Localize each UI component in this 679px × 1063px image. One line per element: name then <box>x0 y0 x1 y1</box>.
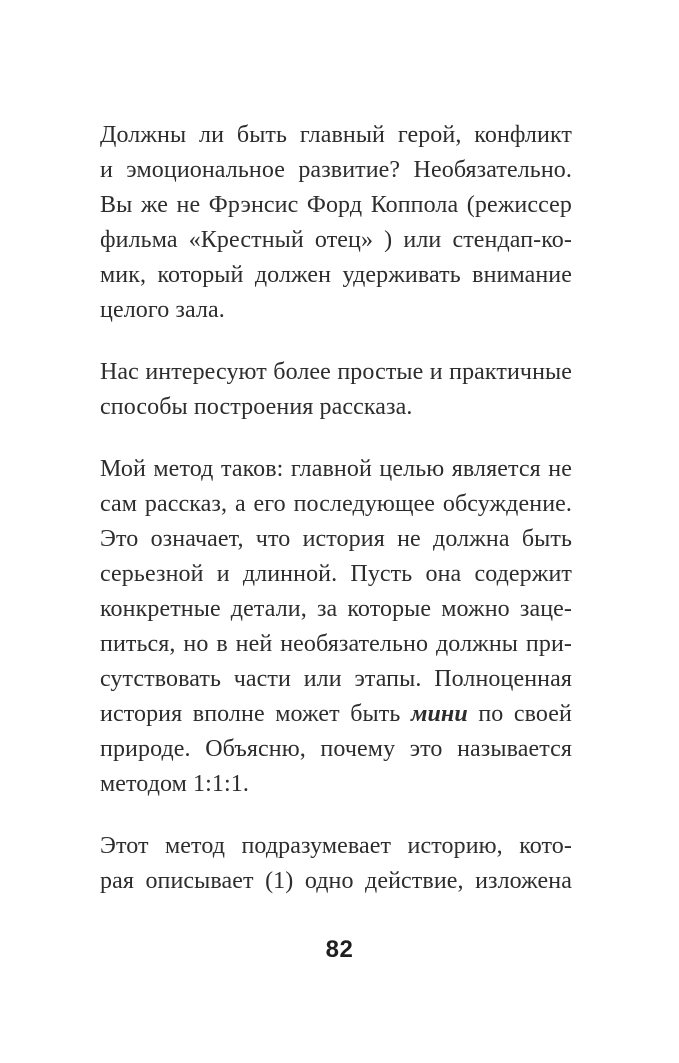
text-line: Мой метод таков: главной целью является не <box>100 456 572 482</box>
text-line <box>100 697 572 732</box>
text-line: Это означает, что история не должна быть <box>100 526 572 552</box>
text-line: фильма «Крестный отец» ) или стендап-ко- <box>100 227 572 253</box>
paragraph <box>100 829 572 899</box>
paragraph <box>100 452 572 802</box>
text-line: методом 1:1:1. <box>100 771 249 797</box>
paragraph <box>100 118 572 328</box>
paragraph <box>100 355 572 425</box>
text-line: конкретные детали, за которые можно заце- <box>100 596 572 622</box>
text-segment: по своей <box>467 701 573 727</box>
text-line: серьезной и длинной. Пусть она содержит <box>100 561 572 587</box>
page-number: 82 <box>325 936 354 963</box>
emphasized-text: мини <box>410 701 468 727</box>
text-segment: история вполне может быть <box>100 701 411 727</box>
text-line: и эмоциональное развитие? Необязательно. <box>100 157 572 183</box>
text-line: Вы же не Фрэнсис Форд Коппола (режиссер <box>100 192 572 218</box>
text-line: сутствовать части или этапы. Полноценная <box>100 666 572 692</box>
text-line: сам рассказ, а его последующее обсуждение. <box>100 491 572 517</box>
text-line: Этот метод подразумевает историю, кото- <box>100 833 572 859</box>
text-block <box>100 118 572 899</box>
text-line: способы построения рассказа. <box>100 394 413 420</box>
text-line: Нас интересуют более простые и практичные <box>100 359 572 385</box>
text-line: целого зала. <box>100 297 225 323</box>
text-line: Должны ли быть главный герой, конфликт <box>100 122 572 148</box>
text-line: природе. Объясню, почему это называется <box>100 736 572 762</box>
text-line: рая описывает (1) одно действие, изложена <box>100 868 572 894</box>
text-line: питься, но в ней необязательно должны при- <box>100 631 572 657</box>
text-line: мик, который должен удерживать внимание <box>100 262 572 288</box>
